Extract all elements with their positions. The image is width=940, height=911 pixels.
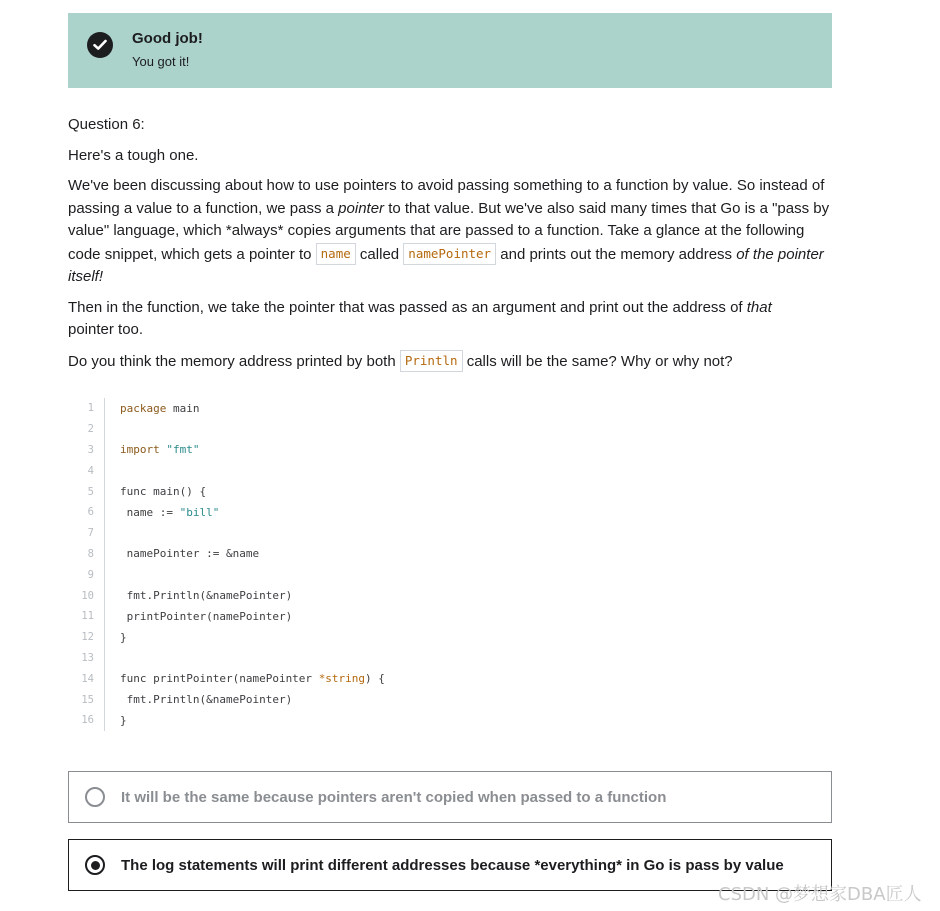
code-line: [80, 419, 680, 440]
line-number: 7: [87, 527, 94, 540]
answer-option-label: It will be the same because pointers aren't copied when passed to a function: [121, 788, 667, 806]
code-line: [80, 627, 680, 648]
code-text: }: [120, 713, 127, 727]
code-line: [80, 689, 680, 710]
question-body: [68, 114, 838, 381]
line-number: 5: [87, 485, 94, 498]
code-line: [80, 460, 680, 481]
code-text: }: [120, 630, 127, 644]
check-circle-icon: [87, 32, 113, 58]
inline-code: namePointer: [403, 243, 496, 265]
code-snippet: [80, 398, 680, 731]
radio-selected-icon[interactable]: [85, 855, 105, 875]
text: We've been discussing about how to use pointers to avoid passing something to a function by value. So instead of passing a value to a function, we pass a: [68, 177, 825, 217]
banner-title: Good job!: [132, 30, 203, 47]
line-number: 10: [81, 589, 94, 602]
code-line: [80, 585, 680, 606]
text: pointer too.: [68, 321, 144, 338]
code-text: fmt.Println(&namePointer): [120, 589, 293, 603]
text: to that value. But we've also said many times that Go is a "pass by value" language, which *always* copies arguments that are passed to a function. Take a glance at the following code snippet, which gets a pointer to: [68, 199, 830, 263]
question-intro: Here's a tough one.: [68, 146, 199, 164]
code-line: [80, 398, 680, 419]
inline-code: name: [316, 243, 356, 265]
text: and prints out the memory address: [496, 245, 737, 263]
line-number: 2: [87, 423, 94, 436]
code-text: import "fmt": [120, 443, 200, 457]
emphasis: that: [746, 298, 772, 316]
code-line: [80, 668, 680, 689]
code-line: [80, 523, 680, 544]
line-number: 9: [87, 568, 94, 581]
code-text: fmt.Println(&namePointer): [120, 693, 293, 707]
code-line: [80, 648, 680, 669]
code-text: name := "bill": [120, 505, 220, 519]
success-banner: [68, 13, 832, 88]
question-paragraph-1: [68, 175, 838, 289]
code-line: [80, 502, 680, 523]
line-number: 1: [87, 402, 94, 415]
watermark: CSDN @梦想家DBA匠人: [718, 884, 922, 905]
line-number: 11: [81, 610, 94, 623]
line-number: 8: [87, 547, 94, 560]
emphasis: of the pointer itself!: [68, 245, 824, 285]
code-line: [80, 710, 680, 731]
text: Do you think the memory address printed by both: [68, 352, 400, 370]
answer-option-1[interactable]: [68, 771, 832, 823]
question-paragraph-2: [68, 297, 778, 342]
line-number: 3: [87, 443, 94, 456]
question-label: Question 6:: [68, 116, 145, 133]
code-text: printPointer(namePointer): [120, 609, 293, 623]
line-number: 6: [87, 506, 94, 519]
text: calls will be the same? Why or why not?: [462, 352, 733, 370]
line-number: 16: [81, 714, 94, 727]
code-line: [80, 481, 680, 502]
answer-option-label: The log statements will print different addresses because *everything* in Go is pass by value: [121, 856, 784, 874]
line-number: 13: [81, 651, 94, 664]
text: called: [355, 245, 404, 263]
code-text: func main() {: [120, 485, 207, 499]
code-line: [80, 606, 680, 627]
code-text: package main: [120, 401, 200, 415]
emphasis: pointer: [338, 199, 385, 217]
inline-code: Println: [400, 350, 463, 372]
line-number: 14: [81, 672, 94, 685]
code-text: namePointer := &name: [120, 547, 260, 561]
line-number: 4: [87, 464, 94, 477]
code-line: [80, 564, 680, 585]
question-paragraph-3: [68, 350, 838, 374]
line-number: 15: [81, 693, 94, 706]
text: Then in the function, we take the pointer that was passed as an argument and print out the address of: [68, 298, 747, 316]
banner-subtitle: You got it!: [132, 54, 190, 69]
code-line: [80, 440, 680, 461]
code-line: [80, 544, 680, 565]
code-text: func printPointer(namePointer *string) {: [120, 672, 385, 686]
radio-unselected-icon[interactable]: [85, 787, 105, 807]
line-number: 12: [81, 631, 94, 644]
